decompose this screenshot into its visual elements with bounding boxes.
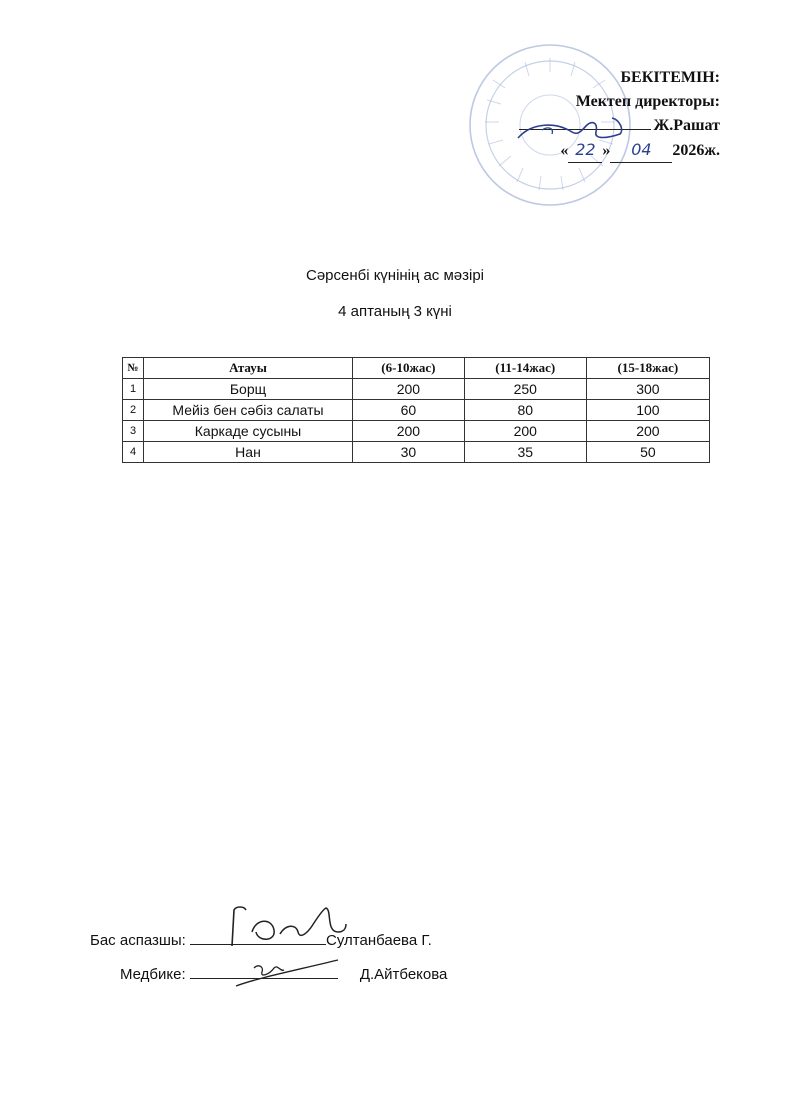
table-cell: 80	[464, 400, 586, 421]
director-name: Ж.Рашат	[653, 117, 720, 134]
cook-name: Султанбаева Г.	[326, 932, 432, 949]
table-cell: Мейіз бен сәбіз салаты	[144, 400, 353, 421]
table-cell: 100	[586, 400, 709, 421]
table-cell: 50	[586, 442, 709, 463]
date-day: 22	[568, 138, 602, 163]
table-cell: Нан	[144, 442, 353, 463]
table-cell: 250	[464, 379, 586, 400]
table-row	[123, 379, 710, 400]
table-cell: 200	[353, 421, 465, 442]
column-header: (11-14жас)	[464, 358, 586, 379]
table-cell: 60	[353, 400, 465, 421]
table-cell: 200	[586, 421, 709, 442]
approval-title: БЕКІТЕМІН:	[620, 69, 720, 86]
table-cell: 3	[123, 421, 144, 442]
table-row	[123, 421, 710, 442]
table-cell: 1	[123, 379, 144, 400]
approval-position: Мектеп директоры:	[575, 93, 720, 110]
nurse-name: Д.Айтбекова	[359, 966, 448, 983]
table-header-row	[123, 358, 710, 379]
menu-heading	[0, 258, 790, 330]
table-row	[123, 400, 710, 421]
date-month: 04	[610, 138, 672, 163]
table-cell: Каркаде сусыны	[144, 421, 353, 442]
date-open-quote: «	[560, 142, 569, 159]
date-close-quote: »	[602, 142, 611, 159]
table-cell: 35	[464, 442, 586, 463]
menu-table	[122, 357, 710, 463]
table-cell: 2	[123, 400, 144, 421]
date-year: 2026ж.	[672, 142, 720, 159]
table-cell: 200	[353, 379, 465, 400]
table-row	[123, 442, 710, 463]
table-cell: Борщ	[144, 379, 353, 400]
cook-signature-icon	[222, 902, 352, 952]
director-signature-icon	[512, 108, 632, 148]
menu-title: Сәрсенбі күнінің ас мәзірі	[305, 267, 485, 284]
column-header: (6-10жас)	[353, 358, 465, 379]
table-cell: 4	[123, 442, 144, 463]
column-header: Атауы	[144, 358, 353, 379]
nurse-label: Медбике:	[120, 966, 186, 983]
menu-subtitle: 4 аптаның 3 күні	[338, 303, 452, 320]
column-header: №	[123, 358, 144, 379]
nurse-signature-icon	[228, 956, 348, 992]
column-header: (15-18жас)	[586, 358, 709, 379]
table-cell: 200	[464, 421, 586, 442]
table-cell: 300	[586, 379, 709, 400]
cook-label: Бас аспазшы:	[90, 932, 186, 949]
table-cell: 30	[353, 442, 465, 463]
